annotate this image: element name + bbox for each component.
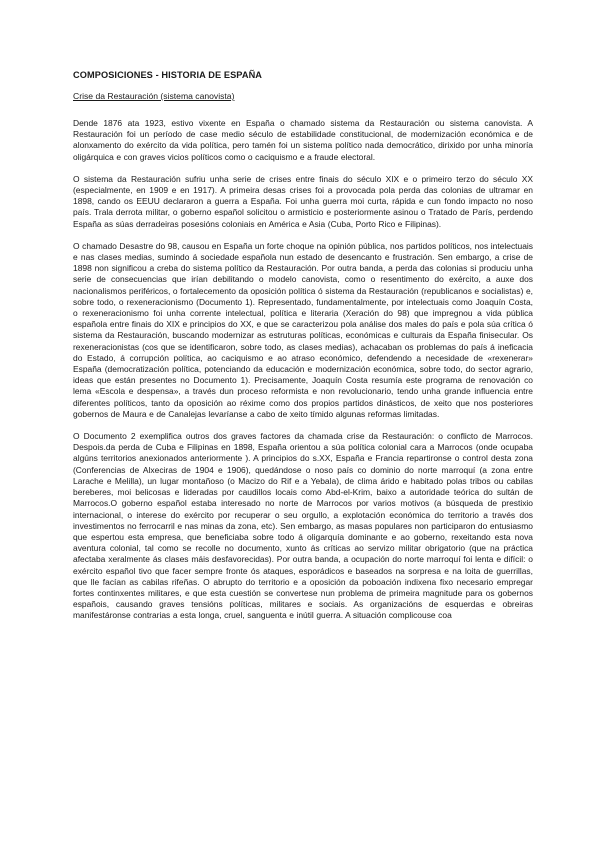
paragraph-crises: O sistema da Restauración sufriu unha serie de crises entre finais do século XIX e o primeiro terzo do século XX (especialmente, en 1909 e en 1917). A primeira desas crises foi a provocada pola perda das colonias de ultramar en 1898, cando os EEUU declararon a guerra a España. Foi unha guerra moi curta, rápida e cun fondo impacto no noso país. Trala derrota militar, o goberno español solicitou o armisticio e posteriormente asinou o Tratado de París, perdendo España as súas derradeiras posesións coloniais en América e Asia (Cuba, Porto Rico e Filipinas). bbox=[73, 173, 533, 229]
document-title: COMPOSICIONES - HISTORIA DE ESPAÑA bbox=[73, 70, 263, 80]
document-page bbox=[73, 70, 533, 622]
paragraph-intro: Dende 1876 ata 1923, estivo vixente en España o chamado sistema da Restauración ou sistema canovista. A Restauración foi un período de case medio século de estabilidade constitucional, de modernización económica e de alonxamento do exército da vida política, pero tamén foi un sistema político nada democrático, dirixido por unha minoría oligárquica e con graves vicios políticos como o caciquismo e a fraude electoral. bbox=[73, 118, 533, 162]
paragraph-marrocos: O Documento 2 exemplifica outros dos graves factores da chamada crise da Restauración: o conflicto de Marrocos. Despois.da perda de Cuba e Filipinas en 1898, España orientou a súa política colonial cara a Marrocos (onde ocupaba algúns territorios anexionados anteriormente ). A principios do s.XX, España e Francia repartironse o control desta zona (Conferencias de Alxeciras de 1904 e 1906), quedándose o noso país co dominio do norte marroquí (a zona entre Larache e Melilla), un lugar montañoso (o Macizo do Rif e a Yebala), de clima árido e habitado polas tribos ou cabilas bereberes, moi belicosas e lideradas por caudillos locais como Abd-el-Krim, baixo a autoridade teórica do sultán de Marrocos.O goberno español estaba interesado no norte de Marrocos por varios motivos (a búsqueda de prestixio internacional, o interese do exército por recuperar o seu orgullo, a explotación económica do territorio a través dos investimentos no ferrocarril e nas minas da zona, etc). Sen embargo, as masas populares non participaron do entusiasmo que espertou esta empresa, que beneficiaba sobre todo á oligarquía dominante e ao goberno, rexeitando esta nova aventura colonial, tal como se recolle no documento, xunto ás críticas ao servizo militar obrigatorio (que na práctica afectaba xeralmente ás clases máis desfavorecidas). Por outra banda, a ocupación do norte marroquí foi lenta e difícil: o exército español tivo que facer sempre fronte ós ataques, esporádicos e baseados na sorpresa e na loita de guerrillas, que lle facían as cabilas rifeñas. O abrupto do territorio e a oposición da poboación indixena fixo necesario empregar fortes continxentes militares, e que esta cuestión se convertese nun problema de primeira magnitude para os gobernos españois, causando graves tensións políticas, militares e sociais. As organizacións de esquerdas e obreiras manifestáronse contrarias a esta longa, cruel, sanguenta e inútil guerra. A situación complicouse coa bbox=[73, 431, 533, 621]
section-subtitle: Crise da Restauración (sistema canovista) bbox=[73, 91, 235, 101]
paragraph-desastre-98: O chamado Desastre do 98, causou en España un forte choque na opinión pública, nos partidos políticos, nos intelectuais e nas clases medias, sumindo á sociedade española nun estado de desencanto e frustración. Sen embargo, a crise de 1898 non significou a creba do sistema político da Restauración. Por outra banda, a perda das colonias si produciu unha serie de consecuencias que irían debilitando o modelo canovista, como o resentimento do exército, a auxe dos nacionalismos periféricos, o fortalecemento da oposición política ó sistema da Restauración (republicanos e socialistas) e, sobre todo, o rexeneracionismo (Documento 1). Representado, fundamentalmente, por intelectuais como Joaquín Costa, o rexeneracionismo foi unha corrente intelectual, política e literaria (Xeración do 98) que impregnou a vida pública española entre finais do XIX e principios do XX, e que se caracterizou pola análise dos males do país e pola súa crítica ó sistema da Restauración, buscando modernizar as estruturas políticas, económicas e culturais da España finisecular. Os rexeneracionistas (cos que se identificaron, sobre todo, as clases medias), achacaban os problemas do país á ineficacia do Estado, á corrupción política, ao caciquismo e ao atraso económico, defendendo a necesidade de «rexenerar» España (democratización política, potenciando da educación e modernización económica, sobre todo, do sector agrario, ideas que están presentes no Documento 1). Precisamente, Joaquín Costa resumía este programa de renovación co lema «Escola e despensa», a través dun proceso reformista e non revolucionario, tendo unha grande influencia entre diferentes políticos, tanto da oposición ao réxime como dos propios partidos dinásticos, de xeito que nos posteriores gobernos de Maura e de Canalejas levaríanse a cabo de xeito tímido algunas reformas limitadas. bbox=[73, 240, 533, 419]
